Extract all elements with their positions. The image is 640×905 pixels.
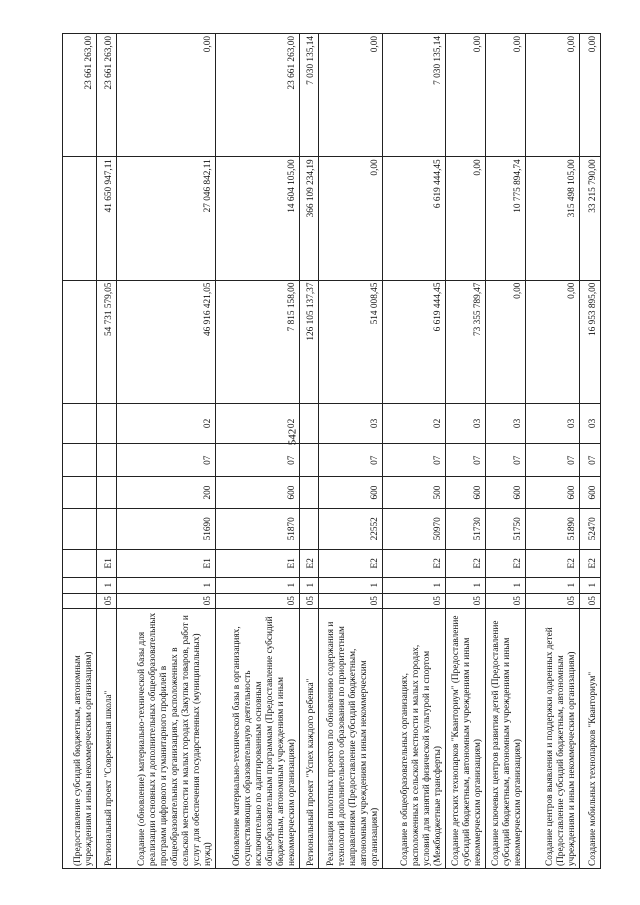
budget-table-container [62, 33, 598, 869]
row-name: Обновление материально-технической базы в организациях, осуществляющих образовательную деятельность исключительно по адаптированным основным общеобразовательным программам (Предоставление субсидий бюджетным, автономным учреждениям и иным некоммерческим организациям) [216, 608, 300, 868]
subprogram-code: 1 [383, 577, 446, 593]
row-name: Создание детских технопарков "Кванториум" (Предоставление субсидий бюджетным, автономным учреждениям и иным некоммерческим организациям) [446, 608, 486, 868]
program-code: 05 [117, 593, 216, 608]
table-row [446, 34, 486, 869]
subprogram-code [63, 577, 97, 593]
row-name: Реализация пилотных проектов по обновлению содержания и технологий дополнительного образования по приоритетным направлениям (Предоставление субсидий бюджетным, автономным учреждениям и иным некоммерческим организациям) [319, 608, 383, 868]
expense-type [300, 477, 319, 508]
row-name: Создание мобильных технопарков "Кванториум" [580, 608, 601, 868]
subprogram-code: 1 [97, 577, 117, 593]
expense-type: 600 [486, 477, 526, 508]
project-code: E2 [446, 550, 486, 578]
program-code: 05 [526, 593, 580, 608]
amount-year-2: 27 046 842,11 [117, 157, 216, 280]
amount-year-2: 0,00 [446, 157, 486, 280]
subprogram-code: 1 [117, 577, 216, 593]
section-code: 07 [319, 444, 383, 477]
expense-type: 600 [216, 477, 300, 508]
amount-year-1 [63, 280, 97, 403]
direction-code [63, 508, 97, 549]
subsection-code: 03 [526, 403, 580, 443]
amount-year-2: 315 498 105,00 [526, 157, 580, 280]
project-code: E2 [580, 550, 601, 578]
amount-year-2: 10 775 894,74 [486, 157, 526, 280]
amount-year-3: 0,00 [446, 34, 486, 157]
subsection-code: 03 [446, 403, 486, 443]
amount-year-1: 73 355 789,47 [446, 280, 486, 403]
program-code [63, 593, 97, 608]
direction-code: 52470 [580, 508, 601, 549]
amount-year-1: 46 916 421,05 [117, 280, 216, 403]
subsection-code [97, 403, 117, 443]
row-name: Создание ключевых центров развития детей (Предоставление субсидий бюджетным, автономным учреждениям и иным некоммерческим организациям) [486, 608, 526, 868]
table-row [117, 34, 216, 869]
amount-year-2: 6 619 444,45 [383, 157, 446, 280]
program-code: 05 [446, 593, 486, 608]
amount-year-2 [63, 157, 97, 280]
table-row [486, 34, 526, 869]
subsection-code: 02 [117, 403, 216, 443]
amount-year-3: 7 030 135,14 [300, 34, 319, 157]
amount-year-3: 0,00 [486, 34, 526, 157]
subprogram-code: 1 [216, 577, 300, 593]
expense-type [97, 477, 117, 508]
project-code: E1 [216, 550, 300, 578]
subsection-code: 03 [580, 403, 601, 443]
table-row [300, 34, 319, 869]
budget-table [62, 33, 601, 869]
row-name: Региональный проект "Современная школа" [97, 608, 117, 868]
subsection-code [300, 403, 319, 443]
section-code: 07 [383, 444, 446, 477]
expense-type: 500 [383, 477, 446, 508]
table-row [526, 34, 580, 869]
expense-type: 600 [446, 477, 486, 508]
subprogram-code: 1 [446, 577, 486, 593]
program-code: 05 [319, 593, 383, 608]
program-code: 05 [97, 593, 117, 608]
program-code: 05 [486, 593, 526, 608]
amount-year-2: 33 215 790,00 [580, 157, 601, 280]
table-row [97, 34, 117, 869]
amount-year-3: 0,00 [117, 34, 216, 157]
amount-year-3: 7 030 135,14 [383, 34, 446, 157]
amount-year-3: 0,00 [580, 34, 601, 157]
project-code: E1 [97, 550, 117, 578]
project-code: E1 [117, 550, 216, 578]
direction-code: 51690 [117, 508, 216, 549]
amount-year-1: 54 731 579,05 [97, 280, 117, 403]
section-code: 07 [216, 444, 300, 477]
subprogram-code: 1 [580, 577, 601, 593]
subsection-code: 03 [486, 403, 526, 443]
amount-year-3: 23 661 263,00 [216, 34, 300, 157]
project-code: E2 [526, 550, 580, 578]
project-code: E2 [383, 550, 446, 578]
program-code: 05 [216, 593, 300, 608]
amount-year-3: 23 661 263,00 [63, 34, 97, 157]
row-name: Региональный проект "Успех каждого ребенка" [300, 608, 319, 868]
direction-code [300, 508, 319, 549]
subsection-code [63, 403, 97, 443]
amount-year-3: 0,00 [319, 34, 383, 157]
amount-year-2: 366 109 234,19 [300, 157, 319, 280]
amount-year-1: 16 953 895,00 [580, 280, 601, 403]
row-name: Создание (обновление) материально-технической базы для реализации основных и дополнительных общеобразовательных программ цифрового и гуманитарного профилей в общеобразовательных организациях, расположенных в сельской местности и малых городах (Закупка товаров, работ и услуг для обеспечения государственных (муниципальных) нужд) [117, 608, 216, 868]
direction-code: 51890 [526, 508, 580, 549]
page-number: 542 [286, 428, 299, 446]
project-code: E2 [319, 550, 383, 578]
section-code [300, 444, 319, 477]
amount-year-2: 14 604 105,00 [216, 157, 300, 280]
subsection-code: 03 [319, 403, 383, 443]
direction-code: 51730 [446, 508, 486, 549]
subsection-code: 02 [216, 403, 300, 443]
direction-code: 51750 [486, 508, 526, 549]
amount-year-1: 7 815 158,00 [216, 280, 300, 403]
section-code: 07 [526, 444, 580, 477]
row-name: (Предоставление субсидий бюджетным, автономным учреждениям и иным некоммерческим организациям) [63, 608, 97, 868]
project-code: E2 [300, 550, 319, 578]
table-row [319, 34, 383, 869]
direction-code: 22552 [319, 508, 383, 549]
expense-type [63, 477, 97, 508]
table-row [580, 34, 601, 869]
section-code: 07 [580, 444, 601, 477]
subprogram-code: 1 [526, 577, 580, 593]
program-code: 05 [580, 593, 601, 608]
row-name: Создание центров выявления и поддержки одаренных детей (Предоставление субсидий бюджетным, автономным учреждениям и иным некоммерческим организациям) [526, 608, 580, 868]
section-code [97, 444, 117, 477]
amount-year-1: 6 619 444,45 [383, 280, 446, 403]
section-code: 07 [446, 444, 486, 477]
subprogram-code: 1 [486, 577, 526, 593]
section-code: 07 [486, 444, 526, 477]
project-code: E2 [486, 550, 526, 578]
amount-year-1: 0,00 [526, 280, 580, 403]
amount-year-2: 0,00 [319, 157, 383, 280]
row-name: Создание в общеобразовательных организациях, расположенных в сельской местности и малых городах, условий для занятий физической культурой и спортом (Межбюджетные трансферты) [383, 608, 446, 868]
project-code [63, 550, 97, 578]
subprogram-code: 1 [300, 577, 319, 593]
amount-year-1: 126 105 137,37 [300, 280, 319, 403]
program-code: 05 [300, 593, 319, 608]
amount-year-1: 0,00 [486, 280, 526, 403]
program-code: 05 [383, 593, 446, 608]
section-code [63, 444, 97, 477]
subprogram-code: 1 [319, 577, 383, 593]
direction-code: 50970 [383, 508, 446, 549]
direction-code: 51870 [216, 508, 300, 549]
table-row [63, 34, 97, 869]
amount-year-3: 23 661 263,00 [97, 34, 117, 157]
table-row [383, 34, 446, 869]
amount-year-2: 41 650 947,11 [97, 157, 117, 280]
expense-type: 200 [117, 477, 216, 508]
table-row [216, 34, 300, 869]
expense-type: 600 [319, 477, 383, 508]
subsection-code: 02 [383, 403, 446, 443]
amount-year-3: 0,00 [526, 34, 580, 157]
expense-type: 600 [526, 477, 580, 508]
direction-code [97, 508, 117, 549]
expense-type: 600 [580, 477, 601, 508]
section-code: 07 [117, 444, 216, 477]
amount-year-1: 514 008,45 [319, 280, 383, 403]
